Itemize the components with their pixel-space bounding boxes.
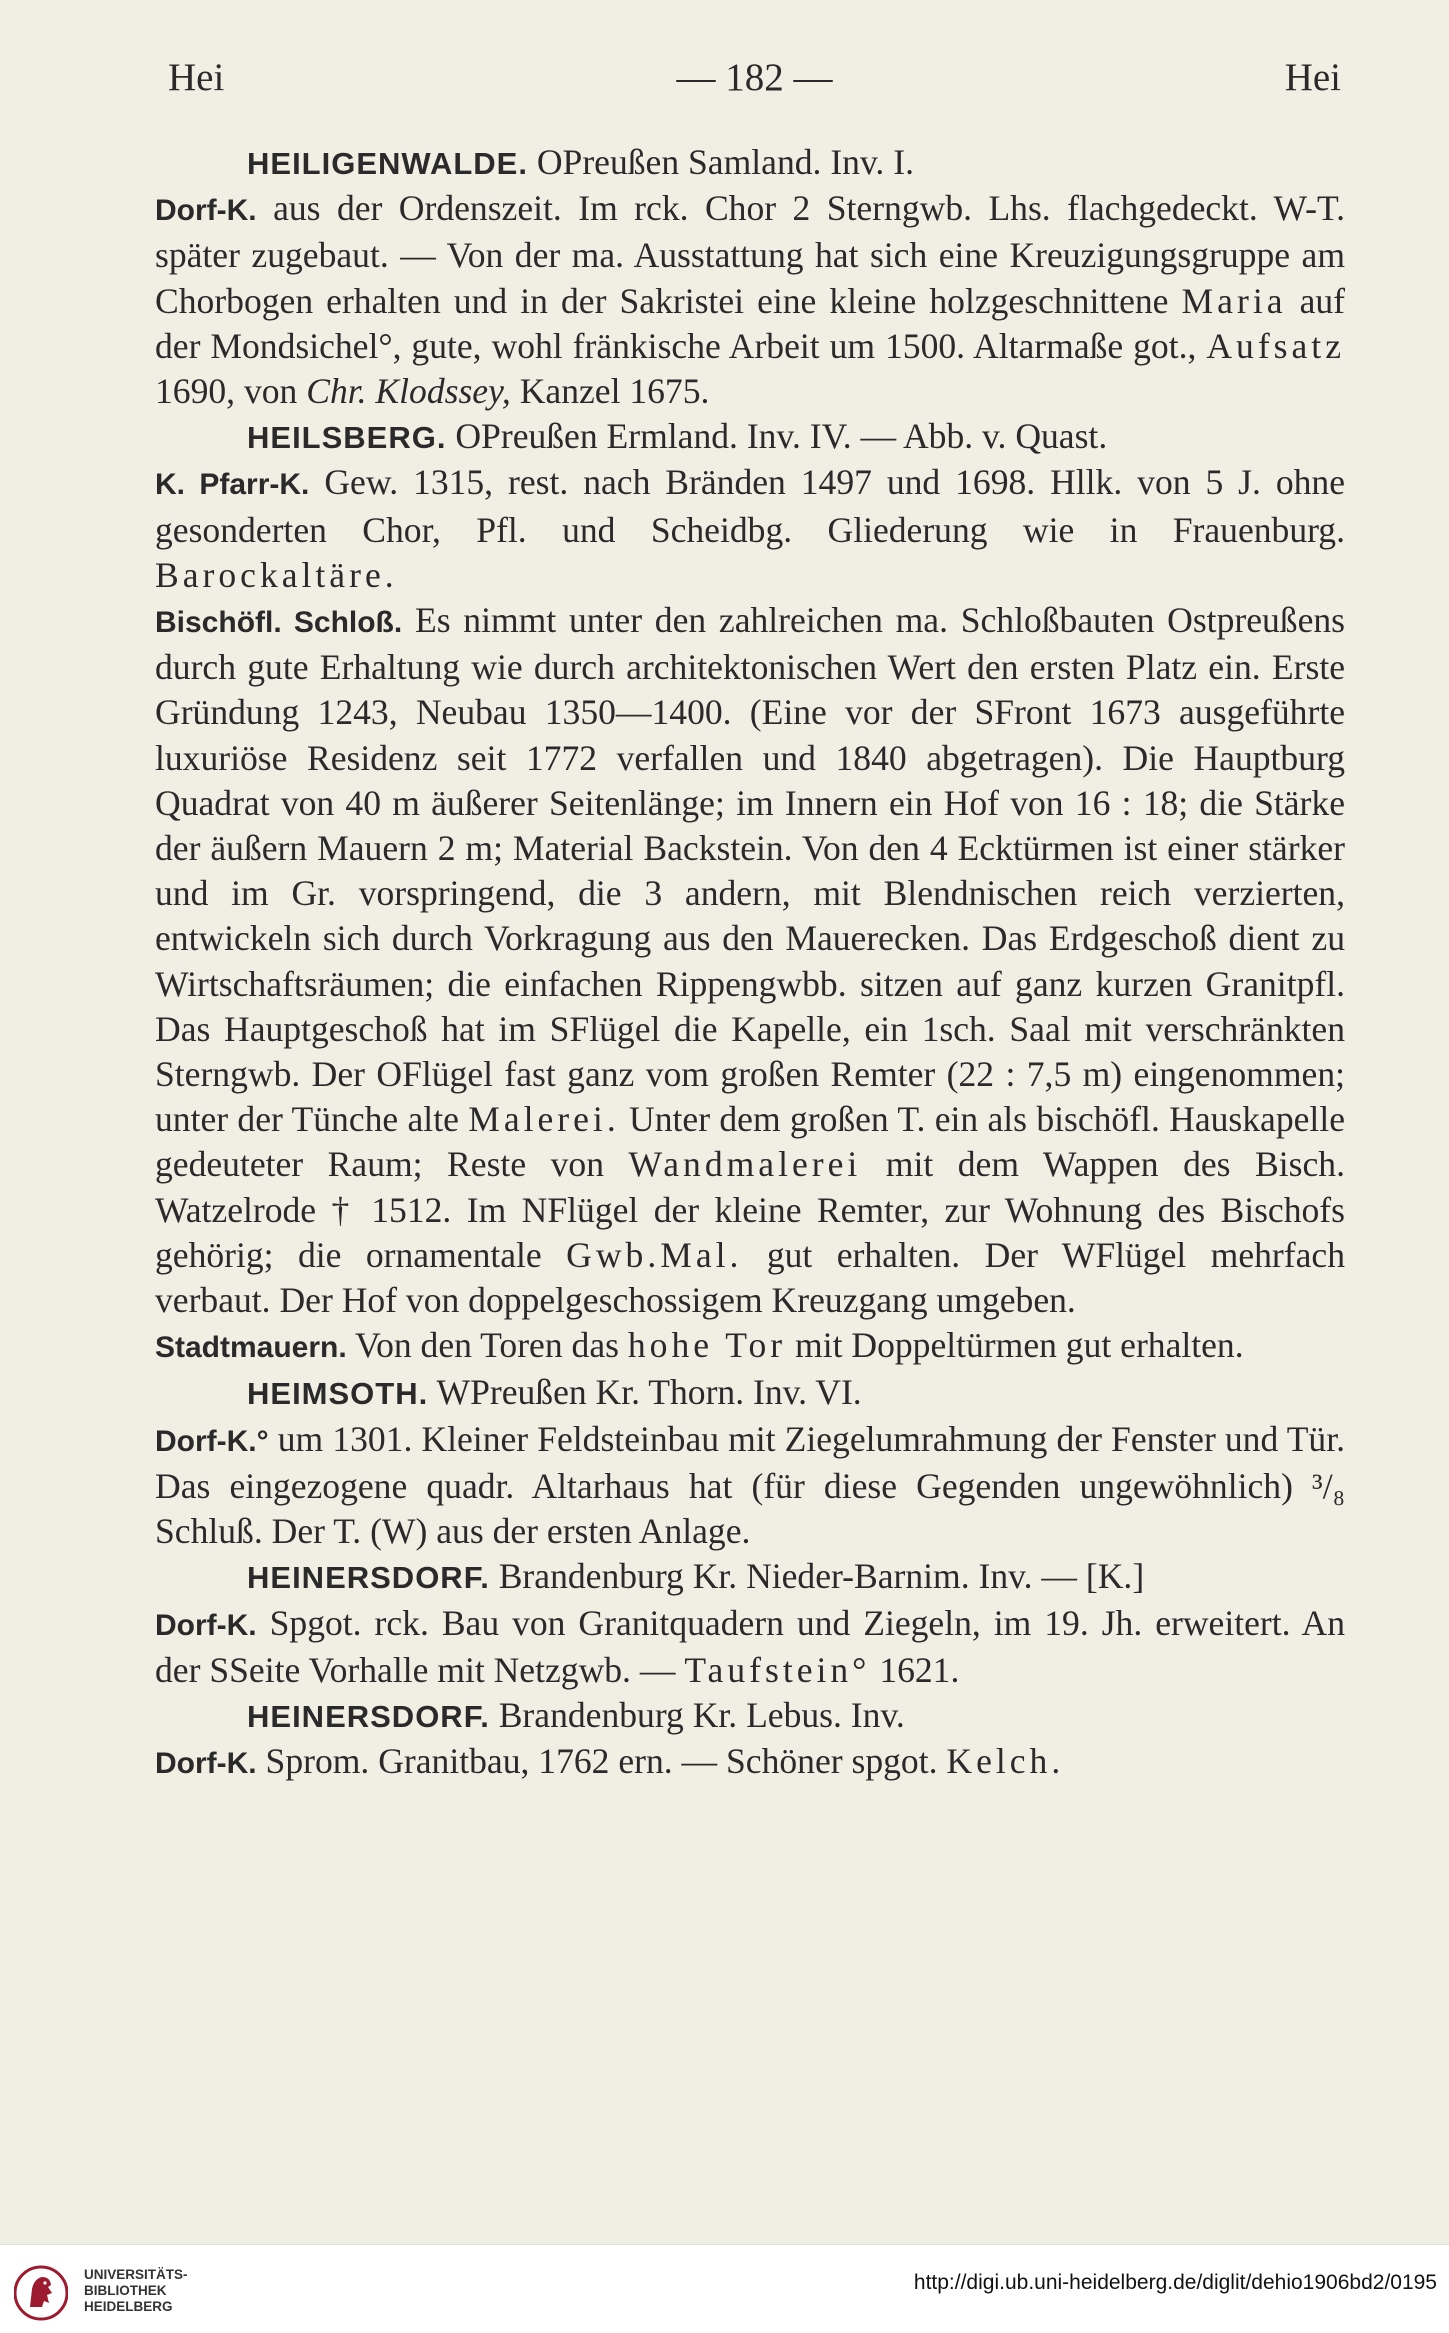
entry-paragraph bbox=[155, 460, 1345, 598]
paragraph-text: Unter dem großen T. ein als bischöfl. Hauskapelle gedeuteter Raum; Reste von bbox=[155, 1099, 1345, 1185]
library-name-line: BIBLIOTHEK bbox=[84, 2283, 167, 2298]
spaced-term: Barockaltäre. bbox=[155, 554, 398, 595]
paragraph-text: Gew. 1315, rest. nach Bränden 1497 und 1698. Hllk. von 5 J. ohne gesonderten Chor, Pfl. und Scheidbg. Gliederung wie in Frauenburg. bbox=[155, 462, 1346, 550]
header-right: Hei bbox=[1284, 55, 1341, 99]
entry-meta: Brandenburg Kr. Nieder-Barnim. Inv. — [K.] bbox=[489, 1556, 1145, 1597]
library-name-line: HEIDELBERG bbox=[84, 2299, 173, 2314]
entry-title: HEILSBERG. bbox=[247, 420, 447, 456]
paragraph-text: auf der Mondsichel°, gute, wohl fränkische Arbeit um 1500. Altarmaße got., bbox=[155, 280, 1345, 366]
header-left: Hei bbox=[168, 55, 225, 99]
paragraph-text: mit Doppeltürmen gut erhalten. bbox=[786, 1325, 1244, 1366]
entry-heinersdorf-barnim bbox=[155, 1554, 1345, 1600]
paragraph-text: um 1301. Kleiner Feldsteinbau mit Ziegelumrahmung der Fenster und Tür. Das eingezogene quadr. Altarhaus hat (für diese Gegenden ungewöhnlich) ³/₈ Schluß. Der T. (W) aus der ersten Anlage. bbox=[155, 1418, 1345, 1552]
section-label: Bischöfl. Schloß. bbox=[155, 606, 403, 640]
entry-title: HEINERSDORF. bbox=[247, 1698, 490, 1734]
spaced-term: Gwb.Mal. bbox=[566, 1234, 743, 1275]
paragraph-text: Sprom. Granitbau, 1762 ern. — Schöner spgot. bbox=[256, 1741, 947, 1782]
library-name bbox=[84, 2267, 188, 2315]
entry-heilsberg bbox=[155, 414, 1345, 460]
spaced-term: Taufstein° bbox=[684, 1649, 871, 1690]
heidelberg-lion-seal-icon[interactable] bbox=[14, 2263, 68, 2323]
section-label: Dorf-K.° bbox=[155, 1424, 269, 1458]
entry-heinersdorf-lebus bbox=[155, 1693, 1345, 1739]
spaced-term: Maria bbox=[1181, 280, 1287, 321]
entry-heimsoth bbox=[155, 1370, 1345, 1416]
entry-paragraph bbox=[155, 1601, 1345, 1693]
entry-meta: OPreußen Ermland. Inv. IV. — Abb. v. Quast. bbox=[446, 416, 1108, 457]
section-label: Dorf-K. bbox=[155, 1747, 257, 1781]
spaced-term: Kelch. bbox=[946, 1741, 1065, 1782]
spaced-term: Malerei. bbox=[468, 1099, 620, 1140]
paragraph-text: aus der Ordenszeit. Im rck. Chor 2 Sterngwb. Lhs. flachgedeckt. W-T. später zugebaut. — Von der ma. Ausstattung hat sich eine Kreuzigungsgruppe am Chorbogen erhalten und in der Sakristei eine kleine holzgeschnittene bbox=[155, 188, 1345, 321]
source-url-link[interactable]: http://digi.ub.uni-heidelberg.de/diglit/dehio1906bd2/0195 bbox=[913, 2271, 1437, 2294]
paragraph-text: mit dem Wappen des Bisch. Watzelrode † 1512. Im NFlügel der kleine Remter, zur Wohnung des Bischofs gehörig; die ornamentale bbox=[155, 1144, 1345, 1275]
italic-name: Chr. Klodssey, bbox=[306, 371, 511, 412]
running-header bbox=[168, 52, 1341, 102]
library-footer bbox=[0, 2244, 1449, 2333]
entry-title: HEIMSOTH. bbox=[247, 1376, 429, 1412]
paragraph-text: Spgot. rck. Bau von Granitquadern und Ziegeln, im 19. Jh. erweitert. An der SSeite Vorhalle mit Netzgwb. — bbox=[155, 1602, 1345, 1690]
entry-title: HEILIGENWALDE. bbox=[247, 146, 528, 181]
section-label: Dorf-K. bbox=[155, 1608, 257, 1642]
entry-paragraph bbox=[155, 598, 1345, 1323]
spaced-term: hohe Tor bbox=[627, 1325, 787, 1366]
section-label: K. Pfarr-K. bbox=[155, 468, 310, 502]
library-name-line: UNIVERSITÄTS- bbox=[84, 2267, 188, 2282]
paragraph-text: Es nimmt unter den zahlreichen ma. Schloßbauten Ostpreußens durch gute Erhaltung wie durch architektonischen Wert den ersten Platz ein. Erste Gründung 1243, Neubau 1350—1400. (Eine vor der SFront 1673 ausgeführte luxuriöse Residenz seit 1772 verfallen und 1840 abgetragen). Die Hauptburg Quadrat von 40 m äußerer Seitenlänge; im Innern ein Hof von 16 : 18; die Stärke der äußern Mauern 2 m; Material Backstein. Von den 4 Ecktürmen ist einer stärker und im Gr. vorspringend, die 3 andern, mit Blendnischen reich verzierten, entwickeln sich durch Vorkragung aus den Mauerecken. Das Erdgeschoß dient zu Wirtschaftsräumen; die einfachen Rippengwbb. sitzen auf ganz kurzen Granitpfl. Das Hauptgeschoß hat im SFlügel die Kapelle, ein 1sch. Saal mit verschränkten Sterngwb. Der OFlügel fast ganz vom großen Remter (22 : 7,5 m) eingenommen; unter der Tünche alte bbox=[155, 600, 1345, 1140]
entry-meta: Brandenburg Kr. Lebus. Inv. bbox=[489, 1694, 905, 1735]
entry-paragraph bbox=[155, 1739, 1345, 1786]
paragraph-text: 1690, von bbox=[155, 371, 307, 412]
body-text bbox=[155, 140, 1345, 1786]
entry-title: HEINERSDORF. bbox=[247, 1560, 490, 1596]
spaced-term: Aufsatz bbox=[1206, 325, 1345, 366]
entry-meta: WPreußen Kr. Thorn. Inv. VI. bbox=[428, 1372, 862, 1413]
spaced-term: Wandmalerei bbox=[628, 1144, 862, 1185]
paragraph-text: 1621. bbox=[870, 1649, 960, 1690]
entry-heiligenwalde bbox=[155, 140, 1345, 186]
page-number: — 182 — bbox=[676, 55, 833, 99]
entry-paragraph bbox=[155, 186, 1345, 414]
section-label: Stadtmauern. bbox=[155, 1331, 347, 1365]
entry-paragraph bbox=[155, 1417, 1345, 1555]
section-label: Dorf-K. bbox=[155, 194, 257, 228]
paragraph-text: gut erhalten. Der WFlügel mehrfach verbaut. Der Hof von doppelgeschossigem Kreuzgang umgeben. bbox=[155, 1234, 1345, 1321]
paragraph-text: Kanzel 1675. bbox=[510, 371, 710, 412]
paragraph-text: Von den Toren das bbox=[346, 1325, 628, 1366]
entry-meta: OPreußen Samland. Inv. I. bbox=[527, 142, 914, 182]
entry-paragraph bbox=[155, 1323, 1345, 1370]
